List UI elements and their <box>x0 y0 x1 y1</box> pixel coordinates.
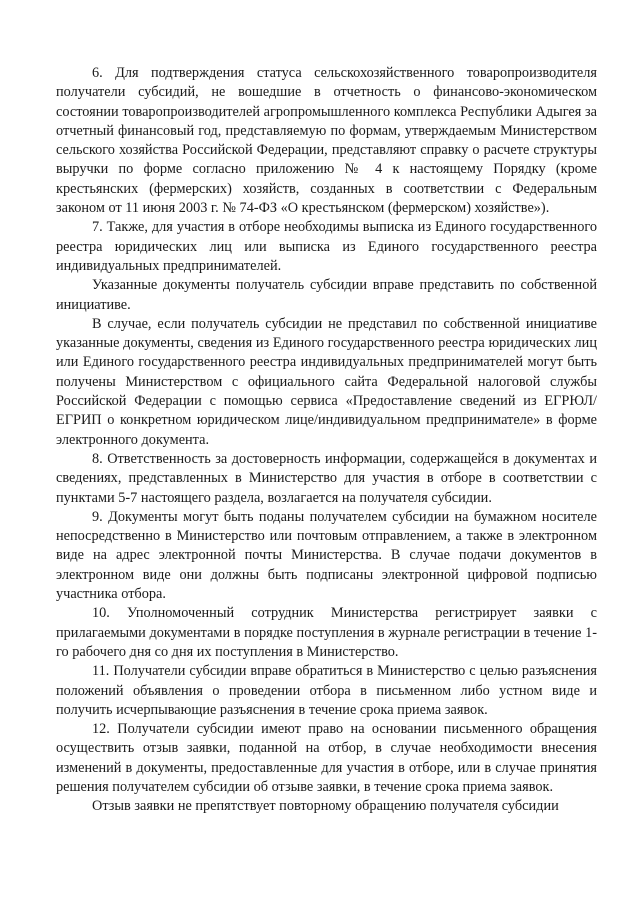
paragraph-7-registry-extract: 7. Также, для участия в отборе необходимы выписка из Единого государственного реестра юридических лиц или выписка из Единого государственного реестра индивидуальных предпринимателей. <box>56 219 597 274</box>
paragraph-11-clarification: 11. Получатели субсидии вправе обратиться в Министерство с целью разъяснения положений объявления о проведении отбора в письменном либо устном виде и получить исчерпывающие разъяснения в течение срока приема заявок. <box>56 663 597 718</box>
paragraph-resubmission: Отзыв заявки не препятствует повторному обращению получателя субсидии <box>92 798 559 815</box>
paragraph-8-responsibility: 8. Ответственность за достоверность информации, содержащейся в документах и сведениях, представленных в Министерство для участия в отборе в соответствии с пунктами 5-7 настоящего раздела, возлагается на получателя субсидии. <box>56 450 597 506</box>
paragraph-own-initiative: Указанные документы получатель субсидии вправе представить по собственной инициативе. <box>56 277 597 313</box>
paragraph-6-status-confirmation: 6. Для подтверждения статуса сельскохозяйственного товаропроизводителя получатели субсидий, не вошедшие в отчетность о финансово-экономическом состоянии товаропроизводителей агропромышленного комплекса Республики Адыгея за отчетный финансовый год, представляемую по формам, утверждаемым Министерством сельского хозяйства Российской Федерации, представляют справку о расчете структуры выручки по форме согласно приложению № 4 к настоящему Порядку (кроме крестьянских (фермерских) хозяйств, созданных в соответствии с Федеральным законом от 11 июня 2003 г. № 74-ФЗ «О крестьянском (фермерском) хозяйстве»). <box>56 65 597 217</box>
document-page <box>56 64 597 817</box>
paragraph-12-withdrawal: 12. Получатели субсидии имеют право на основании письменного обращения осуществить отзыв заявки, поданной на отбор, в случае необходимости внесения изменений в документы, предоставленные для участия в отборе, или в случае принятия решения получателем субсидии об отзыве заявки, в течение срока приема заявок. <box>56 721 597 795</box>
paragraph-fns-service: В случае, если получатель субсидии не представил по собственной инициативе указанные документы, сведения из Единого государственного реестра юридических лиц или Единого государственного реестра индивидуальных предпринимателей могут быть получены Министерством с официального сайта Федеральной налоговой службы Российской Федерации с помощью сервиса «Предоставление сведений из ЕГРЮЛ/ЕГРИП о конкретном юридическом лице/индивидуальном предпринимателе» в форме электронного документа. <box>56 315 597 448</box>
paragraph-10-registration: 10. Уполномоченный сотрудник Министерства регистрирует заявки с прилагаемыми документами в порядке поступления в журнале регистрации в течение 1-го рабочего дня со дня их поступления в Министерство. <box>56 605 597 660</box>
paragraph-9-submission: 9. Документы могут быть поданы получателем субсидии на бумажном носителе непосредственно в Министерство или почтовым отправлением, а также в электронном виде на адрес электронной почты Министерства. В случае подачи документов в электронном виде они должны быть подписаны электронной цифровой подписью участника отбора. <box>56 508 597 603</box>
